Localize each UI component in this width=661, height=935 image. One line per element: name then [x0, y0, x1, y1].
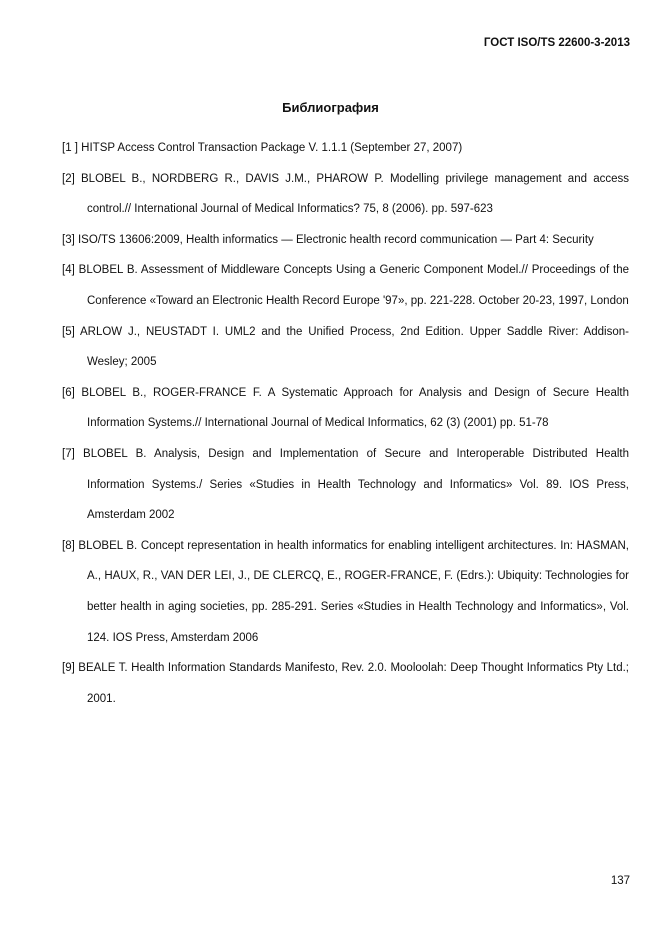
reference-item: [9] BEALE T. Health Information Standards Manifesto, Rev. 2.0. Mooloolah: Deep Thought Informatics Pty Ltd.; 2001.	[62, 662, 629, 705]
reference-item: [7] BLOBEL B. Analysis, Design and Implementation of Secure and Interoperable Distributed Health Information Systems./ Series «Studies in Health Technology and Informatics» Vol. 89. IOS Press, Amsterdam 2002	[62, 447, 629, 522]
standard-code: ГОСТ ISO/TS 22600-3-2013	[483, 37, 630, 49]
page-title: Библиография	[282, 100, 379, 115]
reference-item: [3] ISO/TS 13606:2009, Health informatics — Electronic health record communication — Part 4: Security	[62, 233, 594, 246]
page-number: 137	[610, 875, 630, 887]
reference-item: [2] BLOBEL B., NORDBERG R., DAVIS J.M., PHAROW P. Modelling privilege management and access control.// International Journal of Medical Informatics? 75, 8 (2006). pp. 597-623	[62, 172, 629, 216]
reference-item: [4] BLOBEL B. Assessment of Middleware Concepts Using a Generic Component Model.// Proceedings of the Conference «Toward an Electronic Health Record Europe '97», pp. 221-228. October 20-23, 1997, London	[62, 264, 629, 307]
bibliography-list	[62, 133, 629, 714]
reference-item: [1 ] HITSP Access Control Transaction Package V. 1.1.1 (September 27, 2007)	[62, 142, 463, 154]
reference-item: [6] BLOBEL B., ROGER-FRANCE F. A Systematic Approach for Analysis and Design of Secure Health Information Systems.// International Journal of Medical Informatics, 62 (3) (2001) pp. 51-78	[62, 386, 629, 430]
reference-item: [8] BLOBEL B. Concept representation in health informatics for enabling intelligent architectures. In: HASMAN, A., HAUX, R., VAN DER LEI, J., DE CLERCQ, E., ROGER-FRANCE, F. (Edrs.): Ubiquity: Technologies for better health in aging societies, pp. 285-291. Series «Studies in Health Technology and Informatics», Vol. 124. IOS Press, Amsterdam 2006	[62, 539, 629, 644]
reference-item: [5] ARLOW J., NEUSTADT I. UML2 and the Unified Process, 2nd Edition. Upper Saddle River: Addison-Wesley; 2005	[62, 325, 629, 369]
